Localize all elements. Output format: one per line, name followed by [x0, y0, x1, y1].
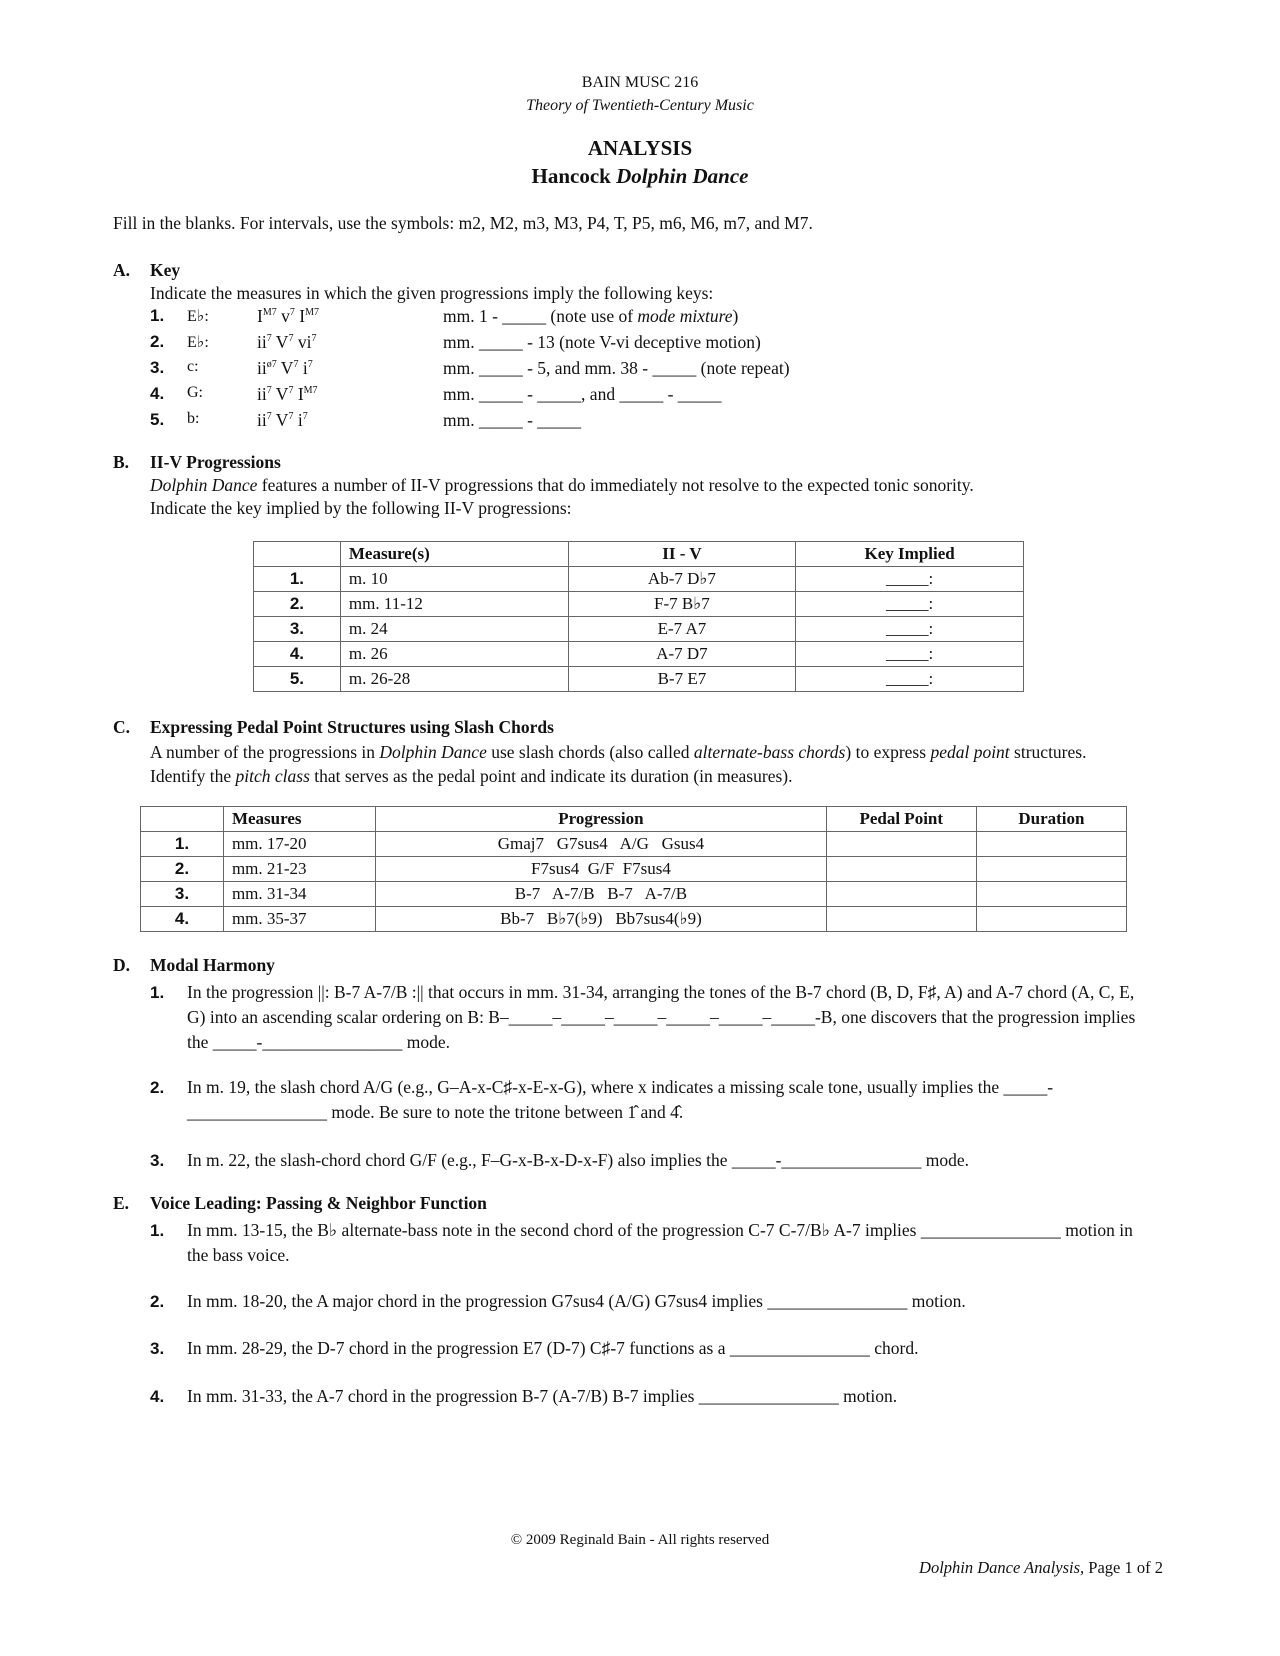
key-label: c:: [187, 358, 199, 375]
roman-numeral: $i^7$: [302, 358, 313, 378]
section-b-intro: [150, 475, 974, 496]
column-header: [254, 542, 341, 567]
emphasis: alternate-bass chords: [693, 742, 846, 762]
section-title: Expressing Pedal Point Structures using Slash Chords: [150, 717, 554, 737]
emphasis: pitch class: [235, 766, 310, 786]
roman-numeral: $ii^7$: [257, 384, 272, 404]
table-cell[interactable]: [826, 907, 976, 932]
roman-numeral: $V^7$: [275, 332, 294, 352]
measure-blanks: [443, 358, 790, 379]
chord-quality: 7: [302, 411, 308, 422]
item-number: 3.: [150, 1151, 165, 1170]
question-text: In mm. 18-20, the A major chord in the progression G7sus4 (A/G) G7sus4 implies ________________ motion.: [187, 1291, 966, 1311]
question-item: [150, 1148, 1150, 1173]
chord-quality: 7: [307, 359, 313, 370]
table-cell[interactable]: [976, 857, 1126, 882]
emphasis: mode mixture: [637, 306, 733, 326]
roman-numeral: $V^7$: [280, 358, 299, 378]
roman-numeral: $v^7$: [281, 306, 295, 326]
table-row: [254, 567, 1024, 592]
table-cell: mm. 21-23: [223, 857, 375, 882]
column-header: Key Implied: [796, 542, 1024, 567]
roman-numeral-progression: [257, 306, 319, 327]
table-cell[interactable]: [976, 832, 1126, 857]
section-letter: B.: [113, 452, 130, 472]
item-number: 1.: [150, 1221, 165, 1240]
measure-blanks: [443, 306, 738, 327]
table-row: [254, 667, 1024, 692]
roman-numeral: $V^7$: [275, 384, 294, 404]
column-header: II - V: [568, 542, 796, 567]
row-number: 5.: [254, 667, 341, 692]
question-text: In m. 19, the slash chord A/G (e.g., G–A-x-C♯-x-E-x-G), where x indicates a missing scale tone, usually implies the _____-________________ mode. Be sure to note the tritone between 1̂ and 4̂.: [187, 1077, 1054, 1122]
roman-numeral-progression: [257, 384, 318, 405]
column-header: [141, 807, 224, 832]
question-text: In mm. 13-15, the B♭ alternate-bass note in the second chord of the progression C-7 C-7/B♭ A-7 implies ________________ motion in the bass voice.: [187, 1220, 1133, 1265]
piece-heading: [0, 164, 1280, 189]
section-c-heading: [113, 717, 554, 738]
roman-numeral-progression: [257, 332, 316, 353]
roman-numeral: $I^{M7}$: [299, 306, 319, 326]
row-number: 4.: [141, 907, 224, 932]
chord-quality: 7: [293, 359, 299, 370]
table-cell[interactable]: [826, 857, 976, 882]
table-cell: _____:: [796, 617, 1024, 642]
chord-quality: M7: [305, 307, 319, 318]
table-cell[interactable]: [976, 907, 1126, 932]
ii-v-table: [253, 541, 1024, 692]
table-row: [254, 617, 1024, 642]
table-cell: Gmaj7 G7sus4 A/G Gsus4: [376, 832, 826, 857]
section-d-heading: [113, 955, 275, 976]
roman-numeral: $I^{M7}$: [257, 306, 277, 326]
table-cell: _____:: [796, 592, 1024, 617]
section-letter: D.: [113, 955, 131, 975]
table-row: [141, 907, 1127, 932]
section-letter: E.: [113, 1193, 130, 1213]
table-cell: mm. 11-12: [340, 592, 568, 617]
text: mm. _____ - _____: [443, 410, 582, 430]
question-text: In mm. 31-33, the A-7 chord in the progression B-7 (A-7/B) B-7 implies ________________ motion.: [187, 1386, 898, 1406]
section-b-heading: [113, 452, 281, 473]
footer-doc-title: Dolphin Dance Analysis,: [919, 1558, 1085, 1577]
question-text: In mm. 28-29, the D-7 chord in the progression E7 (D-7) C♯-7 functions as a ________________ chord.: [187, 1338, 919, 1358]
item-number: 2.: [150, 1078, 165, 1097]
table-header-row: [254, 542, 1024, 567]
item-number: 1.: [150, 983, 165, 1002]
measure-blanks: [443, 384, 722, 405]
chord-quality: ø7: [266, 359, 277, 370]
chord-quality: 7: [311, 333, 317, 344]
column-header: Pedal Point: [826, 807, 976, 832]
table-cell: m. 10: [340, 567, 568, 592]
text: mm. _____ - _____, and _____ - _____: [443, 384, 722, 404]
table-cell: F7sus4 G/F F7sus4: [376, 857, 826, 882]
row-number: 2.: [141, 857, 224, 882]
item-number: 3.: [150, 1339, 165, 1358]
section-title: II-V Progressions: [150, 452, 281, 472]
table-cell: _____:: [796, 642, 1024, 667]
item-number: 5.: [150, 410, 165, 429]
section-a-heading: [113, 260, 180, 281]
row-number: 3.: [254, 617, 341, 642]
column-header: Progression: [376, 807, 826, 832]
text: structures. Identify the: [150, 742, 1087, 786]
text: A number of the progressions in: [150, 742, 380, 762]
item-number: 3.: [150, 358, 165, 377]
emphasis: pedal point: [930, 742, 1010, 762]
section-letter: A.: [113, 260, 131, 280]
course-subtitle: Theory of Twentieth-Century Music: [526, 97, 754, 114]
column-header: Measure(s): [340, 542, 568, 567]
roman-numeral: $ii^7$: [257, 410, 272, 430]
text: mm. 1 - _____ (note use of: [443, 306, 638, 326]
chord-quality: M7: [303, 385, 318, 396]
roman-numeral: $i^7$: [297, 410, 308, 430]
table-cell: Bb-7 B♭7(♭9) Bb7sus4(♭9): [376, 907, 826, 932]
key-label: E♭:: [187, 308, 209, 325]
table-row: [141, 857, 1127, 882]
page-footer: [919, 1558, 1163, 1578]
item-number: 2.: [150, 1292, 165, 1311]
course-code: BAIN MUSC 216: [581, 74, 699, 91]
row-number: 4.: [254, 642, 341, 667]
section-title: Key: [150, 260, 181, 280]
table-cell: Ab-7 D♭7: [568, 567, 796, 592]
measure-blanks: [443, 410, 581, 431]
text: that serves as the pedal point and indicate its duration (in measures).: [309, 766, 793, 786]
question-text: In the progression ||: B-7 A-7/B :|| that occurs in mm. 31-34, arranging the tones of the B-7 chord (B, D, F♯, A) and A-7 chord (A, C, E, G) into an ascending scalar ordering on B: B–_____–_____–_____–_____–_____–_____-B, one discovers that the progression implies the _____-________________ mode.: [187, 982, 1136, 1052]
question-item: [150, 1218, 1150, 1268]
question-item: [150, 1336, 1150, 1361]
table-cell: B-7 E7: [568, 667, 796, 692]
row-number: 1.: [141, 832, 224, 857]
chord-quality: 7: [288, 411, 294, 422]
roman-numeral: $ii^7$: [257, 332, 272, 352]
section-letter: C.: [113, 717, 131, 737]
instructions: Fill in the blanks. For intervals, use the symbols: m2, M2, m3, M3, P4, T, P5, m6, M6, m7, and M7.: [113, 213, 813, 233]
question-text: In m. 22, the slash-chord chord G/F (e.g., F–G-x-B-x-D-x-F) also implies the _____-________________ mode.: [187, 1150, 970, 1170]
row-number: 3.: [141, 882, 224, 907]
page-title: ANALYSIS: [587, 136, 693, 160]
table-cell: mm. 31-34: [223, 882, 375, 907]
section-c-intro: [150, 740, 1140, 788]
piece-title: Dolphin Dance: [150, 475, 258, 495]
table-cell: _____:: [796, 567, 1024, 592]
section-title: Voice Leading: Passing & Neighbor Function: [150, 1193, 487, 1213]
text: use slash chords (also called: [486, 742, 694, 762]
table-cell: _____:: [796, 667, 1024, 692]
item-number: 4.: [150, 384, 165, 403]
column-header: Duration: [976, 807, 1126, 832]
chord-quality: 7: [266, 333, 272, 344]
table-row: [254, 642, 1024, 667]
question-item: [150, 1384, 1150, 1409]
chord-quality: 7: [288, 385, 294, 396]
roman-numeral-progression: [257, 358, 313, 379]
row-number: 1.: [254, 567, 341, 592]
table-cell: m. 24: [340, 617, 568, 642]
roman-numeral: $ii^{ø7}$: [257, 358, 277, 378]
table-cell: mm. 17-20: [223, 832, 375, 857]
question-item: [150, 980, 1150, 1055]
chord-quality: 7: [288, 333, 294, 344]
question-item: [150, 1289, 1150, 1314]
column-header: Measures: [223, 807, 375, 832]
section-a-intro: Indicate the measures in which the given progressions imply the following keys:: [150, 283, 714, 303]
table-header-row: [141, 807, 1127, 832]
emphasis: Dolphin Dance: [379, 742, 487, 762]
table-row: [254, 592, 1024, 617]
measure-blanks: [443, 332, 761, 353]
table-cell: m. 26: [340, 642, 568, 667]
table-cell[interactable]: [826, 882, 976, 907]
item-number: 1.: [150, 306, 165, 325]
table-cell: mm. 35-37: [223, 907, 375, 932]
roman-numeral-progression: [257, 410, 308, 431]
question-item: [150, 1075, 1150, 1125]
page-number: Page 1 of 2: [1084, 1558, 1163, 1577]
key-label: E♭:: [187, 334, 209, 351]
roman-numeral: $I^{M7}$: [297, 384, 318, 404]
table-cell: E-7 A7: [568, 617, 796, 642]
key-label: G:: [187, 384, 203, 401]
intro-text: features a number of II-V progressions that do immediately not resolve to the expected tonic sonority.: [257, 475, 974, 495]
pedal-point-table: [140, 806, 1127, 932]
item-number: 4.: [150, 1387, 165, 1406]
section-e-heading: [113, 1193, 487, 1214]
table-row: [141, 832, 1127, 857]
piece-title: Dolphin Dance: [616, 164, 749, 188]
copyright: © 2009 Reginald Bain - All rights reserved: [510, 1532, 770, 1548]
text: ) to express: [845, 742, 931, 762]
roman-numeral: $vi^7$: [297, 332, 317, 352]
row-number: 2.: [254, 592, 341, 617]
item-number: 2.: [150, 332, 165, 351]
chord-quality: M7: [262, 307, 277, 318]
table-cell: F-7 B♭7: [568, 592, 796, 617]
table-cell[interactable]: [976, 882, 1126, 907]
table-cell: B-7 A-7/B B-7 A-7/B: [376, 882, 826, 907]
text: ): [732, 306, 739, 326]
chord-quality: 7: [266, 385, 272, 396]
table-cell: m. 26-28: [340, 667, 568, 692]
chord-quality: 7: [289, 307, 295, 318]
table-row: [141, 882, 1127, 907]
roman-numeral: $V^7$: [275, 410, 294, 430]
text: mm. _____ - 13 (note V-vi deceptive motion): [443, 332, 761, 352]
text: mm. _____ - 5, and mm. 38 - _____ (note repeat): [443, 358, 790, 378]
table-cell: A-7 D7: [568, 642, 796, 667]
section-title: Modal Harmony: [150, 955, 275, 975]
table-cell[interactable]: [826, 832, 976, 857]
section-b-intro2: Indicate the key implied by the following II-V progressions:: [150, 498, 572, 518]
chord-quality: 7: [266, 411, 272, 422]
key-label: b:: [187, 410, 200, 427]
composer: Hancock: [531, 164, 611, 188]
